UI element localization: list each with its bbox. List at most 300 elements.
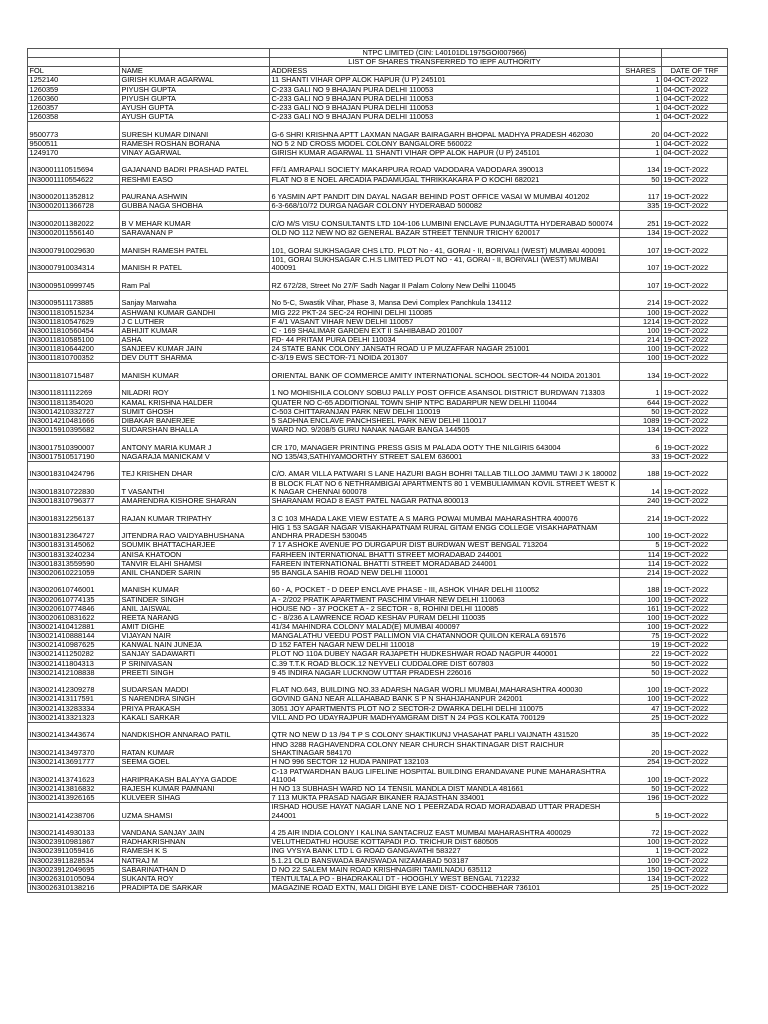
fol-cell: IN30021414930133 [28,820,120,838]
name-cell: MANISH KUMAR [120,577,270,595]
address-cell: 7 17 ASHOKE AVENUE PO DURGAPUR DIST BURDWAN WEST BENGAL 713204 [270,541,620,550]
shares-cell: 1 [620,148,662,157]
address-cell: HIG 1 53 SAGAR NAGAR VISAKHAPATNAM RURAL GITAM ENGG COLLEGE VISAKHAPATNAM ANDHRA PRADESH 530045 [270,523,620,541]
fol-cell: IN30021413117591 [28,695,120,704]
date-cell: 19-OCT-2022 [662,577,728,595]
table-row [28,426,728,435]
shares-cell: 100 [620,354,662,363]
table-row [28,659,728,668]
table-row [28,76,728,85]
shares-cell: 20 [620,740,662,758]
fol-cell: IN30021413283334 [28,704,120,713]
table-row [28,202,728,211]
date-cell: 19-OCT-2022 [662,865,728,874]
fol-cell: IN30014210481666 [28,416,120,425]
fol-cell: IN30023911059416 [28,847,120,856]
table-row [28,847,728,856]
name-cell: RATAN KUMAR [120,740,270,758]
name-cell: GAJANAND BADRI PRASHAD PATEL [120,158,270,176]
table-row [28,677,728,695]
date-cell: 19-OCT-2022 [662,416,728,425]
date-cell: 19-OCT-2022 [662,874,728,883]
name-cell: ANISA KHATOON [120,550,270,559]
fol-cell: IN30021412309278 [28,677,120,695]
shares-cell: 107 [620,255,662,273]
shares-cell: 1089 [620,416,662,425]
name-cell: AYUSH GUPTA [120,103,270,112]
address-cell: OLD NO 112 NEW NO 82 GENERAL BAZAR STREET TENNUR TRICHY 620017 [270,229,620,238]
table-row [28,523,728,541]
fol-cell: IN30001110554622 [28,175,120,184]
fol-cell: IN30018310424796 [28,461,120,479]
address-cell: MIG 222 PKT-24 SEC-24 ROHINI DELHI 110085 [270,308,620,317]
name-cell: SANJEEV KUMAR JAIN [120,345,270,354]
address-cell: ING VYSYA BANK LTD L G ROAD GANGAVATHI 583227 [270,847,620,856]
fol-cell: IN30011810644200 [28,345,120,354]
fol-cell: IN30009511173885 [28,290,120,308]
address-cell: HOUSE NO - 37 POCKET A - 2 SECTOR - 8, ROHINI DELHI 110085 [270,604,620,613]
table-row [28,704,728,713]
address-cell: 60 - A, POCKET - D DEEP ENCLAVE PHASE - III, ASHOK VIHAR DELHI 110052 [270,577,620,595]
table-row [28,407,728,416]
shares-cell: 100 [620,838,662,847]
table-row [28,758,728,767]
address-cell: 7 113 MUKTA PRASAD NAGAR BIKANER RAJASTHAN 334001 [270,793,620,802]
fol-cell: IN30026310138216 [28,883,120,892]
shares-cell: 214 [620,290,662,308]
shares-cell: 134 [620,158,662,176]
fol-cell: IN30018310722830 [28,479,120,497]
name-cell: KULVEER SIHAG [120,793,270,802]
shares-cell: 161 [620,604,662,613]
name-cell: KAMAL KRISHNA HALDER [120,398,270,407]
fol-cell: IN30023912049695 [28,865,120,874]
name-cell: VIJAYAN NAIR [120,632,270,641]
date-cell: 04-OCT-2022 [662,139,728,148]
date-cell: 19-OCT-2022 [662,345,728,354]
date-cell: 19-OCT-2022 [662,317,728,326]
fol-cell: IN30017510390007 [28,435,120,453]
address-cell: WARD NO. 9/208/5 GURU NANAK NAGAR BANGA 144505 [270,426,620,435]
address-cell: ORIENTAL BANK OF COMMERCE AMITY INTERNATIONAL SCHOOL SECTOR-44 NOIDA 201301 [270,363,620,381]
address-cell: FAREEN INTERNATIONAL BHATTI STREET MORADABAD 244001 [270,559,620,568]
table-row [28,668,728,677]
date-cell: 19-OCT-2022 [662,452,728,461]
shares-cell: 240 [620,497,662,506]
name-cell: HARIPRAKASH BALAYYA GADDE [120,767,270,785]
fol-cell: IN30021411250282 [28,650,120,659]
address-cell: NO 135/43,SATHIYAMOORTHY STREET SALEM 636001 [270,452,620,461]
title-row [28,49,728,58]
address-cell: VELUTHEDATHU HOUSE KOTTAPADI P.O. TRICHUR DIST 680505 [270,838,620,847]
table-row [28,175,728,184]
address-cell: SHARANAM ROAD 8 EAST PATEL NAGAR PATNA 800013 [270,497,620,506]
date-cell: 19-OCT-2022 [662,407,728,416]
name-cell: RAJESH KUMAR PAMNANI [120,784,270,793]
address-cell: 3 C 103 MHADA LAKE VIEW ESTATE A S MARG POWAI MUMBAI MAHARASHTRA 400076 [270,506,620,524]
name-cell: SANJAY SADAWARTI [120,650,270,659]
address-cell: GOVIND GANJ NEAR ALLAHABAD BANK S P N SHAHJAHANPUR 242001 [270,695,620,704]
table-row [28,623,728,632]
address-cell: C-3/19 EWS SECTOR-71 NOIDA 201307 [270,354,620,363]
date-cell: 19-OCT-2022 [662,229,728,238]
address-cell: 101, GORAI SUKHSAGAR CHS LTD. PLOT No - 41, GORAI - II, BORIVALI (WEST) MUMBAI 400091 [270,238,620,256]
table-row [28,695,728,704]
fol-cell: IN30015910395682 [28,426,120,435]
table-row [28,577,728,595]
shares-cell: 50 [620,784,662,793]
shares-cell: 100 [620,856,662,865]
fol-cell: IN30007910034314 [28,255,120,273]
table-row [28,713,728,722]
table-row [28,158,728,176]
date-cell: 04-OCT-2022 [662,122,728,140]
date-cell: 04-OCT-2022 [662,94,728,103]
date-cell: 19-OCT-2022 [662,202,728,211]
name-cell: VINAY AGARWAL [120,148,270,157]
table-row [28,838,728,847]
table-row [28,883,728,892]
shares-cell: 335 [620,202,662,211]
date-cell: 19-OCT-2022 [662,767,728,785]
fol-cell: IN30020610746001 [28,577,120,595]
address-cell: FARHEEN INTERNATIONAL BHATTI STREET MORADABAD 244001 [270,550,620,559]
address-cell: C - 169 SHALIMAR GARDEN EXT II SAHIBABAD 201007 [270,326,620,335]
name-cell: GUBBA NAGA SHOBHA [120,202,270,211]
address-cell: IRSHAD HOUSE HAYAT NAGAR LANE NO 1 PEERZADA ROAD MORADABAD UTTAR PRADESH 244001 [270,803,620,821]
name-cell: SUKANTA ROY [120,874,270,883]
fol-cell: IN30021413816832 [28,784,120,793]
name-cell: ANIL JAISWAL [120,604,270,613]
date-cell: 19-OCT-2022 [662,326,728,335]
date-cell: 19-OCT-2022 [662,255,728,273]
name-cell: VANDANA SANJAY JAIN [120,820,270,838]
address-cell: FF/1 AMRAPALI SOCIETY MAKARPURA ROAD VADODARA VADODARA 390013 [270,158,620,176]
address-cell: MAGAZINE ROAD EXTN, MALI DIGHI BYE LANE DIST- COOCHBEHAR 736101 [270,883,620,892]
date-cell: 04-OCT-2022 [662,103,728,112]
address-cell: 5 SADHNA ENCLAVE PANCHSHEEL PARK NEW DELHI 110017 [270,416,620,425]
name-cell: RAMESH ROSHAN BORANA [120,139,270,148]
shares-cell: 100 [620,595,662,604]
date-cell: 19-OCT-2022 [662,550,728,559]
address-cell: FLAT NO 8 E NOEL ARCADIA PADAMUGAL THRIKKAKARA P O KOCHI 682021 [270,175,620,184]
address-cell: NO 5 2 ND CROSS MODEL COLONY BANGALORE 560022 [270,139,620,148]
fol-cell: IN30021413443674 [28,722,120,740]
shares-cell: 35 [620,722,662,740]
shares-cell: 254 [620,758,662,767]
date-cell: 19-OCT-2022 [662,820,728,838]
name-cell: SEEMA GOEL [120,758,270,767]
table-row [28,604,728,613]
subtitle-row [28,58,728,67]
table-row [28,416,728,425]
address-cell: 4 25 AIR INDIA COLONY I KALINA SANTACRUZ EAST MUMBAI MAHARASHTRA 400029 [270,820,620,838]
address-cell: FLAT NO.643, BUILDING NO.33 ADARSH NAGAR WORLI MUMBAI,MAHARASHTRA 400030 [270,677,620,695]
table-row [28,479,728,497]
fol-cell: 1260357 [28,103,120,112]
shares-cell: 1 [620,847,662,856]
fol-cell: IN30002011382022 [28,211,120,229]
shares-cell: 1 [620,76,662,85]
shares-cell: 214 [620,336,662,345]
name-cell: S NARENDRA SINGH [120,695,270,704]
shares-cell: 134 [620,229,662,238]
fol-cell: IN30001110515694 [28,158,120,176]
date-cell: 19-OCT-2022 [662,784,728,793]
fol-cell: 1249170 [28,148,120,157]
table-row [28,290,728,308]
table-row [28,784,728,793]
address-cell: 11 SHANTI VIHAR OPP ALOK HAPUR (U P) 245101 [270,76,620,85]
table-row [28,435,728,453]
address-cell: 5.1.21 OLD BANSWADA BANSWADA NIZAMABAD 503187 [270,856,620,865]
table-row [28,793,728,802]
date-cell: 19-OCT-2022 [662,568,728,577]
table-row [28,767,728,785]
fol-cell: IN30021413741623 [28,767,120,785]
date-cell: 19-OCT-2022 [662,758,728,767]
address-cell: MANGALATHU VEEDU POST PALLIMON VIA CHATANNOOR QUILON KERALA 691576 [270,632,620,641]
shares-cell: 100 [620,677,662,695]
fol-cell: IN30020610774846 [28,604,120,613]
address-cell: 24 STATE BANK COLONY JANSATH ROAD U P MUZAFFAR NAGAR 251001 [270,345,620,354]
name-cell: UZMA SHAMSI [120,803,270,821]
fol-cell: IN30002011366728 [28,202,120,211]
date-cell: 19-OCT-2022 [662,722,728,740]
name-cell: NAGARAJA MANICKAM V [120,452,270,461]
address-cell: D 152 FATEH NAGAR NEW DELHI 110018 [270,641,620,650]
address-cell: 41/34 MAHINDRA COLONY MALAD(E) MUMBAI 400097 [270,623,620,632]
name-cell: AYUSH GUPTA [120,112,270,121]
table-row [28,550,728,559]
fol-cell: IN30014210332727 [28,407,120,416]
name-cell: SUDARSAN MADDI [120,677,270,695]
table-row [28,856,728,865]
fol-cell: IN30026310105094 [28,874,120,883]
address-cell: C.39 T.T.K ROAD BLOCK.12 NEYVELI CUDDALORE DIST 607803 [270,659,620,668]
date-cell: 19-OCT-2022 [662,461,728,479]
name-cell: SURESH KUMAR DINANI [120,122,270,140]
table-row [28,336,728,345]
name-cell: PRIYA PRAKASH [120,704,270,713]
address-cell: C-13 PATWARDHAN BAUG LIFELINE HOSPITAL BUILDING ERANDAVANE PUNE MAHARASHTRA 411004 [270,767,620,785]
table-row [28,211,728,229]
name-cell: AMARENDRA KISHORE SHARAN [120,497,270,506]
table-row [28,273,728,291]
shares-cell: 134 [620,363,662,381]
fol-cell: IN30020610221059 [28,568,120,577]
date-cell: 19-OCT-2022 [662,695,728,704]
fol-cell: IN30011811354020 [28,398,120,407]
fol-cell: IN30021410412881 [28,623,120,632]
name-cell: TEJ KRISHEN DHAR [120,461,270,479]
table-row [28,238,728,256]
name-cell: PIYUSH GUPTA [120,85,270,94]
shares-cell: 20 [620,122,662,140]
name-cell: JITENDRA RAO VAIDYABHUSHANA [120,523,270,541]
name-cell: RADHAKRISHNAN [120,838,270,847]
date-cell: 19-OCT-2022 [662,668,728,677]
fol-cell: IN30011810560454 [28,326,120,335]
shares-cell: 50 [620,668,662,677]
date-cell: 19-OCT-2022 [662,613,728,622]
address-cell: C-233 GALI NO 9 BHAJAN PURA DELHI 110053 [270,112,620,121]
fol-cell: IN30021412108838 [28,668,120,677]
date-cell: 04-OCT-2022 [662,148,728,157]
table-row [28,874,728,883]
table-row [28,865,728,874]
date-cell: 19-OCT-2022 [662,559,728,568]
table-row [28,497,728,506]
fol-cell: IN30011810700352 [28,354,120,363]
date-cell: 19-OCT-2022 [662,506,728,524]
shares-cell: 134 [620,874,662,883]
fol-cell: IN30020610831622 [28,613,120,622]
table-row [28,632,728,641]
date-cell: 19-OCT-2022 [662,632,728,641]
fol-cell: IN30018312256137 [28,506,120,524]
shares-cell: 100 [620,308,662,317]
address-cell: B BLOCK FLAT NO 6 NETHRAMBIGAI APARTMENTS 80 1 VEMBULIAMMAN KOVIL STREET WEST K K NAGAR CHENNAI 600078 [270,479,620,497]
fol-cell: IN30021413926165 [28,793,120,802]
table-row [28,139,728,148]
address-cell: VILL AND PO UDAYRAJPUR MADHYAMGRAM DIST N 24 PGS KOLKATA 700129 [270,713,620,722]
shares-cell: 72 [620,820,662,838]
fol-cell: IN30018313559590 [28,559,120,568]
address-cell: C-233 GALI NO 9 BHAJAN PURA DELHI 110053 [270,94,620,103]
fol-cell: IN30017510517190 [28,452,120,461]
shares-cell: 50 [620,175,662,184]
fol-cell: IN30021411804313 [28,659,120,668]
table-row [28,308,728,317]
date-cell: 19-OCT-2022 [662,838,728,847]
date-cell: 19-OCT-2022 [662,847,728,856]
name-cell: P SRINIVASAN [120,659,270,668]
shares-cell: 100 [620,326,662,335]
name-cell: SUDARSHAN BHALLA [120,426,270,435]
fol-cell: IN30002011352812 [28,184,120,202]
fol-cell: IN30011810585100 [28,336,120,345]
table-row [28,317,728,326]
name-cell: PRADIPTA DE SARKAR [120,883,270,892]
name-cell: NATRAJ M [120,856,270,865]
column-header-shares: SHARES [620,67,662,76]
address-cell: C-503 CHITTARANJAN PARK NEW DELHI 110019 [270,407,620,416]
date-cell: 19-OCT-2022 [662,883,728,892]
address-cell: HNO 3288 RAGHAVENDRA COLONY NEAR CHURCH SHAKTINAGAR DIST RAICHUR SHAKTINAGAR 584170 [270,740,620,758]
fol-cell: IN30018310796377 [28,497,120,506]
date-cell: 19-OCT-2022 [662,497,728,506]
table-row [28,650,728,659]
table-row [28,461,728,479]
shares-cell: 1 [620,381,662,399]
shares-cell: 75 [620,632,662,641]
date-cell: 19-OCT-2022 [662,623,728,632]
name-cell: J C LUTHER [120,317,270,326]
name-cell: ANTONY MARIA KUMAR J [120,435,270,453]
date-cell: 19-OCT-2022 [662,677,728,695]
shares-cell: 100 [620,613,662,622]
date-cell: 19-OCT-2022 [662,604,728,613]
shares-cell: 188 [620,461,662,479]
name-cell: SOUMIK BHATTACHARJEE [120,541,270,550]
address-cell: CR 170, MANAGER PRINTING PRESS GSIS M PALADA OOTY THE NILGIRIS 643004 [270,435,620,453]
shares-cell: 100 [620,523,662,541]
address-cell: 3051 JOY APARTMENTS PLOT NO 2 SECTOR-2 DWARKA DELHI DELHI 110075 [270,704,620,713]
shares-cell: 150 [620,865,662,874]
shares-cell: 47 [620,704,662,713]
shares-cell: 14 [620,479,662,497]
shares-cell: 5 [620,803,662,821]
address-cell: A - 2/202 PRATIK APARTMENT PASCHIM VIHAR NEW DELHI 110063 [270,595,620,604]
fol-cell: IN30007910029630 [28,238,120,256]
table-row [28,345,728,354]
date-cell: 04-OCT-2022 [662,76,728,85]
fol-cell: IN30011810515234 [28,308,120,317]
date-cell: 19-OCT-2022 [662,308,728,317]
address-cell: FD- 44 PRITAM PURA DELHI 110034 [270,336,620,345]
name-cell: PAURANA ASHWIN [120,184,270,202]
date-cell: 19-OCT-2022 [662,541,728,550]
fol-cell: IN30021413321323 [28,713,120,722]
fol-cell: IN30021413497370 [28,740,120,758]
fol-cell: IN30011810715487 [28,363,120,381]
shares-cell: 50 [620,659,662,668]
shares-cell: 25 [620,883,662,892]
name-cell: SUMIT GHOSH [120,407,270,416]
fol-cell: IN30009510999745 [28,273,120,291]
date-cell: 19-OCT-2022 [662,398,728,407]
address-cell: F 4/1 VASANT VIHAR NEW DELHI 110057 [270,317,620,326]
date-cell: 19-OCT-2022 [662,426,728,435]
table-row [28,452,728,461]
address-cell: C/O M/S VISU CONSULTANTS LTD 104-106 LUMBINI ENCLAVE PUNJAGUTTA HYDERABAD 500074 [270,211,620,229]
address-cell: D NO 22 SALEM MAIN ROAD KRISHNAGIRI TAMILNADU 635112 [270,865,620,874]
address-cell: C-233 GALI NO 9 BHAJAN PURA DELHI 110053 [270,85,620,94]
table-row [28,541,728,550]
date-cell: 19-OCT-2022 [662,290,728,308]
date-cell: 04-OCT-2022 [662,85,728,94]
name-cell: MANISH RAMESH PATEL [120,238,270,256]
fol-cell: IN30023911828534 [28,856,120,865]
date-cell: 19-OCT-2022 [662,704,728,713]
name-cell: ANIL CHANDER SARIN [120,568,270,577]
fol-cell: IN30011811112269 [28,381,120,399]
shares-cell: 1 [620,103,662,112]
address-cell: C/O. AMAR VILLA PATWARI S LANE HAZURI BAGH BOHRI TALLAB TILLOO JAMMU TAWI J K 180002 [270,461,620,479]
name-cell: ASHA [120,336,270,345]
date-cell: 19-OCT-2022 [662,803,728,821]
address-cell: 101, GORAI SUKHSAGAR C.H.S LIMITED PLOT NO - 41, GORAI - II, BORIVALI (WEST) MUMBAI 400091 [270,255,620,273]
name-cell: KANWAL NAIN JUNEJA [120,641,270,650]
shares-cell: 6 [620,435,662,453]
shares-cell: 22 [620,650,662,659]
name-cell: TANVIR ELAHI SHAMSI [120,559,270,568]
table-body [28,49,728,893]
name-cell: PIYUSH GUPTA [120,94,270,103]
shares-cell: 114 [620,550,662,559]
address-cell: QTR NO NEW D 13 /94 T P S COLONY SHAKTIKUNJ VHASAHAT PARLI VAIJNATH 431520 [270,722,620,740]
shares-cell: 5 [620,541,662,550]
header-row [28,67,728,76]
address-cell: TENTULTALA PO - BHADRAKALI DT - HOOGHLY WEST BENGAL 712232 [270,874,620,883]
shares-cell: 100 [620,345,662,354]
date-cell: 19-OCT-2022 [662,158,728,176]
date-cell: 19-OCT-2022 [662,856,728,865]
fol-cell: 1260358 [28,112,120,121]
date-cell: 19-OCT-2022 [662,273,728,291]
name-cell: B V MEHAR KUMAR [120,211,270,229]
